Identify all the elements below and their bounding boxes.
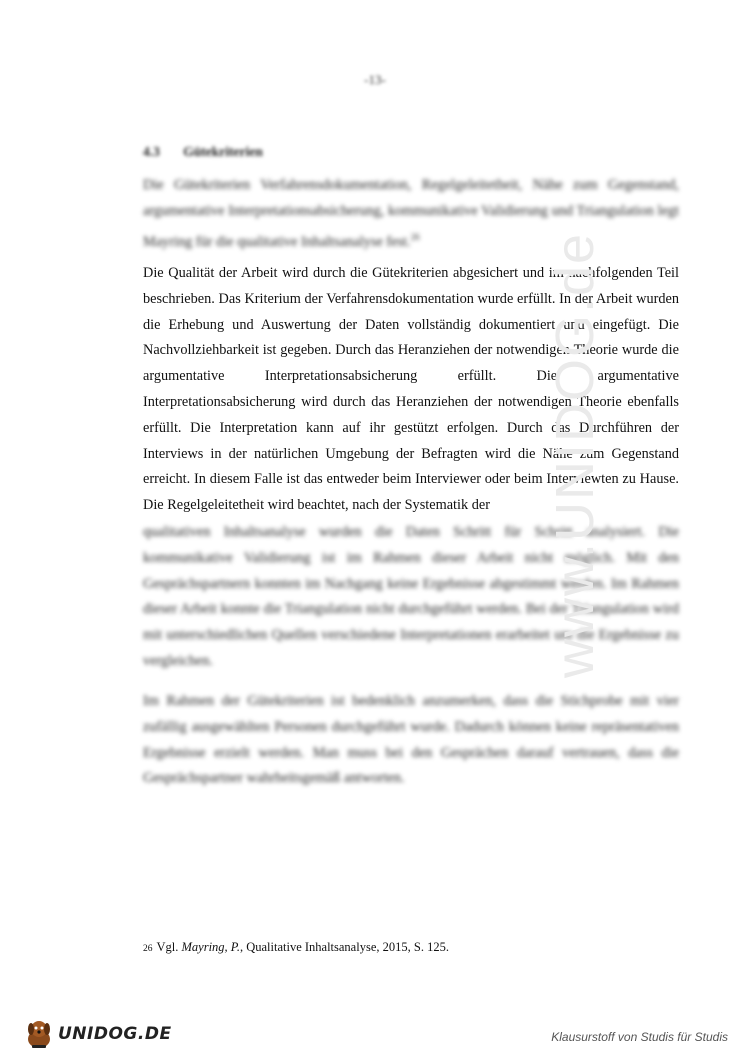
- logo-text: UNIDOG.DE: [58, 1024, 172, 1044]
- page-number: -13-: [364, 72, 386, 87]
- watermark: www.UNIDOG.de: [545, 231, 605, 679]
- footnote-author: Mayring, P.: [181, 940, 240, 954]
- section-title: Gütekriterien: [183, 144, 263, 159]
- intro-footnote-mark: 26: [410, 231, 420, 242]
- section-number: 4.3: [143, 144, 160, 159]
- intro-text: Die Gütekriterien Verfahrensdokumentation, Regelgeleitetheit, Nähe zum Gegenstand, argumentative Interpretationsabsicherung, kommunikative Validierung und Triangulation legt Mayring für die qualitative Inhaltsanalyse fest.: [143, 177, 679, 250]
- main-paragraph: Die Qualität der Arbeit wird durch die Gütekriterien abgesichert und im nachfolgenden Teil beschrieben. Das Kriterium der Verfahrensdokumentation wurde erfüllt. In der Arbeit wurden die Erhebung und Auswertung der Daten vollständig dokumentiert und eingefügt. Die Nachvollziehbarkeit ist gegeben. Durch das Heranziehen der notwendigen Theorie wurde die argumentative Interpretationsabsicherung erfüllt. Die argumentative Interpretationsabsicherung wird durch das Heranziehen der notwendigen Theorie ebenfalls erfüllt. Die Interpretation kann auf ihr gestützt erfolgen. Durch das Durchführen der Interviews in der natürlichen Umgebung der Befragten wird die Nähe zum Gegenstand erreicht. In diesem Falle ist das entweder beim Interviewer oder beim Interviewten zu Hause. Die Regelgeleitetheit wird beachtet, nach der Systematik der: [143, 265, 679, 514]
- footnote-prefix: Vgl.: [156, 940, 182, 954]
- tagline: Klausurstoff von Studis für Studis: [551, 1030, 728, 1044]
- footnote: [143, 940, 449, 955]
- blurred-paragraph-continuation: qualitativen Inhaltsanalyse wurden die Daten Schritt für Schritt analysiert. Die kommunikative Validierung ist im Rahmen dieser Arbeit nicht möglich. Mit den Gesprächspartnern konnten im Nachgang keine Ergebnisse abgestimmt werden. Im Rahmen dieser Arbeit konnte die Triangulation nicht durchgeführt werden. Bei der Triangulation wird mit unterschiedlichen Quellen verschiedene Interpretationen erarbeitet um die Ergebnisse zu vergleichen.: [143, 524, 679, 669]
- dog-mascot-icon: [22, 1018, 56, 1050]
- footnote-source: , Qualitative Inhaltsanalyse, 2015, S. 125.: [239, 940, 449, 954]
- blurred-paragraph-final: Im Rahmen der Gütekriterien ist bedenklich anzumerken, dass die Stichprobe mit vier zufällig ausgewählten Personen durchgeführt wurde. Dadurch können keine repräsentativen Ergebnisse erzielt werden. Man muss bei den Gesprächen darauf vertrauen, dass die Gesprächspartner wahrheitsgemäß antworten.: [143, 693, 679, 787]
- section-heading: [143, 144, 263, 160]
- unidog-logo: [22, 1018, 172, 1050]
- footnote-mark: 26: [143, 944, 153, 954]
